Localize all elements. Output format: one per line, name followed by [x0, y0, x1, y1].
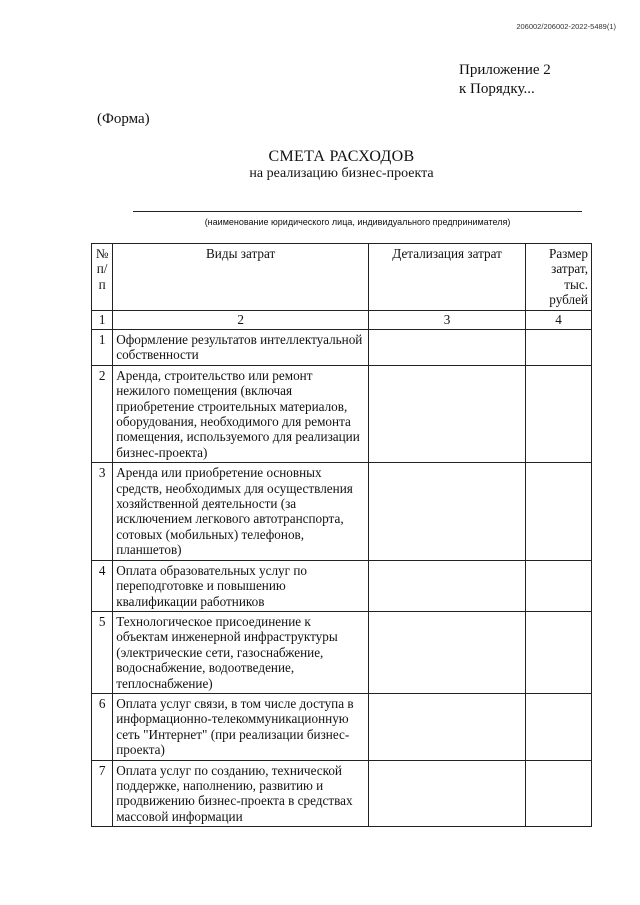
table-row — [92, 760, 592, 827]
appendix-reference — [459, 61, 551, 99]
expense-detail-cell[interactable] — [369, 330, 526, 366]
document-title: СМЕТА РАСХОДОВ — [268, 148, 415, 165]
expense-type: Оплата образовательных услуг по переподготовке и повышению квалификации работников — [113, 560, 369, 611]
appendix-line-2: к Порядку... — [459, 81, 535, 97]
header-vid: Виды затрат — [113, 244, 369, 311]
table-row — [92, 463, 592, 560]
form-label: (Форма) — [97, 111, 150, 127]
entity-name-line[interactable] — [133, 211, 582, 212]
expense-table — [91, 243, 592, 827]
expense-type: Оплата услуг по созданию, технической поддержке, наполнению, развитию и продвижению бизнес-проекта в средствах массовой информации — [113, 760, 369, 827]
header-detail: Детализация затрат — [369, 244, 526, 311]
expense-amount-cell[interactable] — [526, 365, 592, 462]
expense-type: Оплата услуг связи, в том числе доступа в информационно-телекоммуникационную сеть "Интернет" (при реализации бизнес-проекта) — [113, 693, 369, 760]
entity-name-caption: (наименование юридического лица, индивидуального предпринимателя) — [204, 217, 511, 227]
expense-detail-cell[interactable] — [369, 611, 526, 693]
expense-type: Технологическое присоединение к объектам инженерной инфраструктуры (электрические сети, газоснабжение, водоснабжение, водоотведение, теплоснабжение) — [113, 611, 369, 693]
row-number: 3 — [92, 463, 113, 560]
column-number: 3 — [369, 311, 526, 330]
expense-detail-cell[interactable] — [369, 693, 526, 760]
expense-detail-cell[interactable] — [369, 560, 526, 611]
expense-detail-cell[interactable] — [369, 463, 526, 560]
expense-amount-cell[interactable] — [526, 760, 592, 827]
expense-detail-cell[interactable] — [369, 760, 526, 827]
expense-type: Аренда или приобретение основных средств, необходимых для осуществления хозяйственной деятельности (за исключением легкового автотранспорта, сотовых (мобильных) телефонов, планшетов) — [113, 463, 369, 560]
row-number: 4 — [92, 560, 113, 611]
table-row — [92, 560, 592, 611]
expense-type: Оформление результатов интеллектуальной собственности — [113, 330, 369, 366]
document-subtitle: на реализацию бизнес-проекта — [249, 166, 434, 181]
row-number: 1 — [92, 330, 113, 366]
expense-amount-cell[interactable] — [526, 611, 592, 693]
appendix-line-1: Приложение 2 — [459, 62, 551, 78]
table-row — [92, 693, 592, 760]
expense-type: Аренда, строительство или ремонт нежилого помещения (включая приобретение строительных материалов, оборудования, необходимого для ремонта помещения, используемого для реализации бизнес-проекта) — [113, 365, 369, 462]
document-code: 206002/206002-2022-5489(1) — [516, 22, 616, 31]
table-row — [92, 611, 592, 693]
expense-amount-cell[interactable] — [526, 463, 592, 560]
table-row — [92, 330, 592, 366]
table-row — [92, 365, 592, 462]
table-header-row — [92, 244, 592, 311]
row-number: 5 — [92, 611, 113, 693]
column-number-row — [92, 311, 592, 330]
row-number: 6 — [92, 693, 113, 760]
expense-amount-cell[interactable] — [526, 330, 592, 366]
expense-amount-cell[interactable] — [526, 693, 592, 760]
column-number: 4 — [526, 311, 592, 330]
header-size: Размер затрат, тыс. рублей — [526, 244, 592, 311]
row-number: 2 — [92, 365, 113, 462]
header-num: № п/п — [92, 244, 113, 311]
row-number: 7 — [92, 760, 113, 827]
expense-detail-cell[interactable] — [369, 365, 526, 462]
column-number: 2 — [113, 311, 369, 330]
column-number: 1 — [92, 311, 113, 330]
expense-amount-cell[interactable] — [526, 560, 592, 611]
